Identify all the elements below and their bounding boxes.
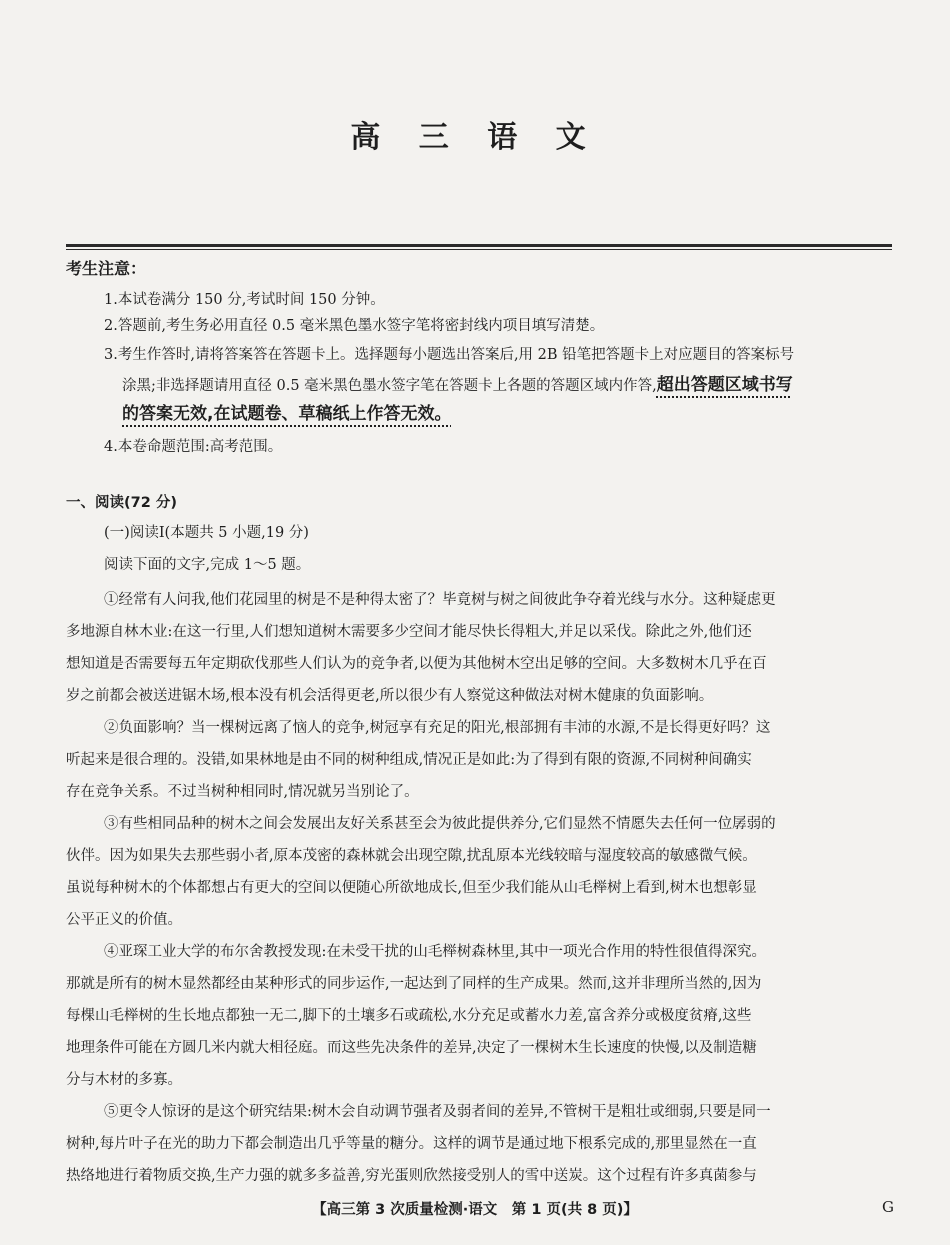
paragraph-5-line: 树种,每片叶子在光的助力下都会制造出几乎等量的糖分。这样的调节是通过地下根系完成的,那里显然在一直 [66,1136,757,1152]
notice-heading: 考生注意： [66,259,147,278]
subsection-heading: (一)阅读Ⅰ(本题共 5 小题,19 分) [104,525,309,541]
paragraph-3-line: 公平正义的价值。 [66,912,182,928]
paragraph-5-line: ⑤更令人惊讶的是这个研究结果:树木会自动调节强者及弱者间的差异,不管树干是粗壮或细弱,只要是同一 [104,1104,771,1120]
notice-item-3-emphasis-2: 的答案无效,在试题卷、草稿纸上作答无效。 [122,404,452,424]
paragraph-2-line: ②负面影响？当一棵树远离了恼人的竞争,树冠享有充足的阳光,根部拥有丰沛的水源,不是长得更好吗？这 [104,720,771,736]
paragraph-3-line: 虽说每种树木的个体都想占有更大的空间以便随心所欲地成长,但至少我们能从山毛榉树上看到,树木也想彰显 [66,880,757,896]
section-heading: 一、阅读(72 分) [66,495,177,511]
paragraph-1-line: 想知道是否需要每五年定期砍伐那些人们认为的竞争者,以便为其他树木空出足够的空间。大多数树木几乎在百 [66,656,767,672]
paragraph-2-line: 听起来是很合理的。没错,如果林地是由不同的树种组成,情况正是如此:为了得到有限的资源,不同树种间确实 [66,752,752,768]
page-title: 高 三 语 文 [350,120,600,155]
paragraph-4-line: 分与木材的多寡。 [66,1072,182,1088]
notice-item-3-line-2-normal: 涂黑;非选择题请用直径 0.5 毫米黑色墨水签字笔在答题卡上各题的答题区域内作答, [122,378,657,394]
paragraph-4-line: ④亚琛工业大学的布尔舍教授发现:在未受干扰的山毛榉树森林里,其中一项光合作用的特性很值得深究。 [104,944,766,960]
paragraph-2-line: 存在竞争关系。不过当树种相同时,情况就另当别论了。 [66,784,419,800]
paragraph-1-line: 岁之前都会被送进锯木场,根本没有机会活得更老,所以很少有人察觉这种做法对树木健康的负面影响。 [66,688,714,704]
paragraph-1-line: 多地源自林木业:在这一行里,人们想知道树木需要多少空间才能尽快长得粗大,并足以采伐。除此之外,他们还 [66,624,752,640]
paragraph-4-line: 每棵山毛榉树的生长地点都独一无二,脚下的土壤多石或疏松,水分充足或蓄水力差,富含养分或极度贫瘠,这些 [66,1008,752,1024]
notice-item-2: 2.答题前,考生务必用直径 0.5 毫米黑色墨水签字笔将密封线内项目填写清楚。 [104,318,605,334]
notice-item-3-line-2 [122,370,793,395]
paragraph-3-line: 伙伴。因为如果失去那些弱小者,原本茂密的森林就会出现空隙,扰乱原本光线较暗与湿度较高的敏感微气候。 [66,848,757,864]
paragraph-1-line: ①经常有人问我,他们花园里的树是不是种得太密了？毕竟树与树之间彼此争夺着光线与水分。这种疑虑更 [104,592,776,608]
header-rule-thick [66,244,892,247]
page-footer: 【高三第 3 次质量检测·语文 第 1 页(共 8 页)】 [312,1202,638,1218]
reading-instruction: 阅读下面的文字,完成 1～5 题。 [104,557,311,573]
paragraph-4-line: 那就是所有的树木显然都经由某种形式的同步运作,一起达到了同样的生产成果。然而,这并非理所当然的,因为 [66,976,762,992]
paragraph-4-line: 地理条件可能在方圆几米内就大相径庭。而这些先决条件的差异,决定了一棵树木生长速度的快慢,以及制造糖 [66,1040,757,1056]
notice-item-1: 1.本试卷满分 150 分,考试时间 150 分钟。 [104,292,385,308]
header-rule-thin [66,249,892,250]
paper-code: G [882,1198,894,1216]
notice-item-4: 4.本卷命题范围:高考范围。 [104,439,283,455]
notice-item-3-line-3 [122,399,451,424]
paragraph-5-line: 热络地进行着物质交换,生产力强的就多多益善,穷光蛋则欣然接受别人的雪中送炭。这个过程有许多真菌参与 [66,1168,757,1184]
notice-item-3-line-1: 3.考生作答时,请将答案答在答题卡上。选择题每小题选出答案后,用 2B 铅笔把答题卡上对应题目的答案标号 [104,347,795,363]
notice-item-3-emphasis-1: 超出答题区域书写 [656,375,793,395]
paragraph-3-line: ③有些相同品种的树木之间会发展出友好关系甚至会为彼此提供养分,它们显然不情愿失去任何一位孱弱的 [104,816,776,832]
